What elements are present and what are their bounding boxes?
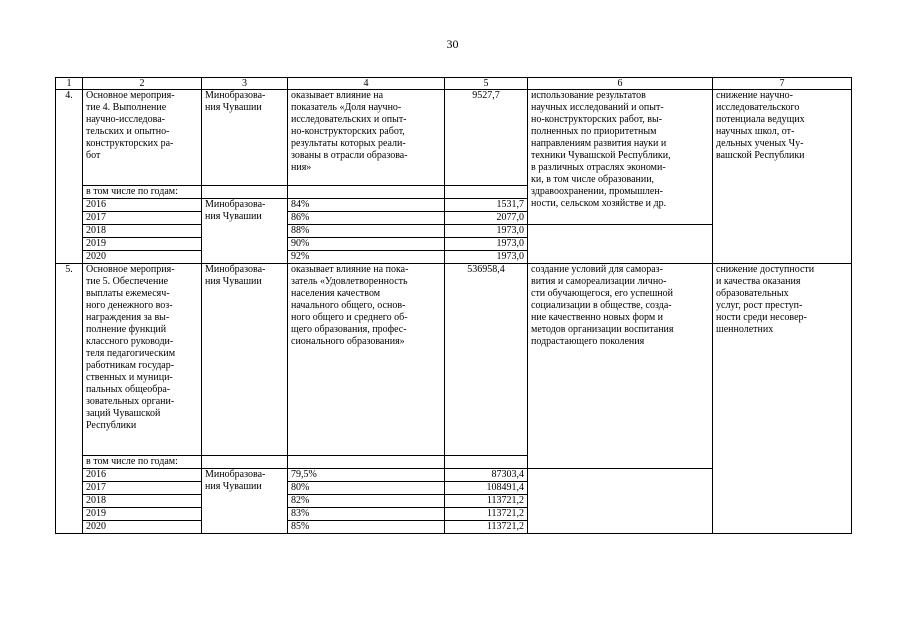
risk-consequence: снижение научно- исследовательского потенциала ведущих научных школ, от- дельных ученых Чу- вашской Республики: [713, 90, 852, 264]
empty-cell: [288, 456, 445, 469]
table-row: [56, 264, 852, 456]
funding-amount: 2077,0: [445, 212, 528, 225]
measure-name: Основное мероприя- тие 5. Обеспечение выплаты ежемесяч- ного денежного воз- награждения за вы- полнение функций классного руководи- теля педагогическим работникам государ- ственных и муници- пальных общеобра- зовательных органи- заций Чувашской Республики: [83, 264, 202, 456]
funding-amount: 113721,2: [445, 508, 528, 521]
funding-amount: 1973,0: [445, 225, 528, 238]
indicator-value: 85%: [288, 521, 445, 534]
empty-cell: [445, 456, 528, 469]
indicator-impact: оказывает влияние на показатель «Доля научно- исследовательских и опыт- но-конструкторских работ, результаты которых реали- зованы в отрасли образова- ния»: [288, 90, 445, 186]
col-header: 7: [713, 78, 852, 90]
row-number: 5.: [56, 264, 83, 534]
table-row: [56, 90, 852, 186]
indicator-value: 88%: [288, 225, 445, 238]
empty-cell: [202, 456, 288, 469]
empty-cell: [202, 186, 288, 199]
year-cell: 2018: [83, 495, 202, 508]
measure-name: Основное мероприя- тие 4. Выполнение научно-исследова- тельских и опытно- конструкторских ра- бот: [83, 90, 202, 186]
col-header: 1: [56, 78, 83, 90]
by-years-label: в том числе по годам:: [83, 186, 202, 199]
empty-cell: [528, 469, 713, 534]
empty-cell: [528, 225, 713, 264]
funding-amount: 113721,2: [445, 521, 528, 534]
col-header: 2: [83, 78, 202, 90]
indicator-value: 92%: [288, 251, 445, 264]
year-cell: 2020: [83, 251, 202, 264]
by-years-label: в том числе по годам:: [83, 456, 202, 469]
empty-cell: [445, 186, 528, 199]
year-cell: 2018: [83, 225, 202, 238]
indicator-value: 90%: [288, 238, 445, 251]
funding-amount: 1973,0: [445, 238, 528, 251]
year-cell: 2017: [83, 212, 202, 225]
col-header: 3: [202, 78, 288, 90]
year-cell: 2016: [83, 199, 202, 212]
executor: Минобразова- ния Чувашии: [202, 264, 288, 456]
page-number: 30: [446, 37, 459, 51]
col-header: 5: [445, 78, 528, 90]
indicator-value: 84%: [288, 199, 445, 212]
year-cell: 2019: [83, 508, 202, 521]
indicator-value: 82%: [288, 495, 445, 508]
indicator-value: 80%: [288, 482, 445, 495]
empty-cell: [288, 186, 445, 199]
funding-amount: 87303,4: [445, 469, 528, 482]
years-executor: Минобразова- ния Чувашии: [202, 199, 288, 264]
program-table: [55, 77, 852, 534]
row-number: 4.: [56, 90, 83, 264]
funding-amount: 113721,2: [445, 495, 528, 508]
indicator-value: 83%: [288, 508, 445, 521]
expected-result: использование результатов научных исследований и опыт- но-конструкторских работ, вы- полненных по приоритетным направлениям развития науки и техники Чувашской Республики, в различных отраслях экономи- ки, в том числе образовании, здравоохранении, промышлен- ности, сельском хозяйстве и др.: [528, 90, 713, 225]
indicator-value: 79,5%: [288, 469, 445, 482]
indicator-value: 86%: [288, 212, 445, 225]
executor: Минобразова- ния Чувашии: [202, 90, 288, 186]
risk-consequence: снижение доступности и качества оказания образовательных услуг, рост преступ- ности среди несовер- шеннолетних: [713, 264, 852, 534]
year-cell: 2019: [83, 238, 202, 251]
years-executor: Минобразова- ния Чувашии: [202, 469, 288, 534]
column-number-row: [56, 78, 852, 90]
funding-total: 536958,4: [445, 264, 528, 456]
funding-total: 9527,7: [445, 90, 528, 186]
year-cell: 2020: [83, 521, 202, 534]
funding-amount: 108491,4: [445, 482, 528, 495]
col-header: 6: [528, 78, 713, 90]
year-cell: 2017: [83, 482, 202, 495]
col-header: 4: [288, 78, 445, 90]
indicator-impact: оказывает влияние на пока- затель «Удовлетворенность населения качеством начального общего, основ- ного общего и среднего об- щего образования, профес- сионального образования»: [288, 264, 445, 456]
year-cell: 2016: [83, 469, 202, 482]
funding-amount: 1531,7: [445, 199, 528, 212]
expected-result: создание условий для самораз- вития и самореализации лично- сти обучающегося, его успешной социализации в обществе, созда- ние качественно новых форм и методов организации воспитания подрастающего поколения: [528, 264, 713, 469]
funding-amount: 1973,0: [445, 251, 528, 264]
